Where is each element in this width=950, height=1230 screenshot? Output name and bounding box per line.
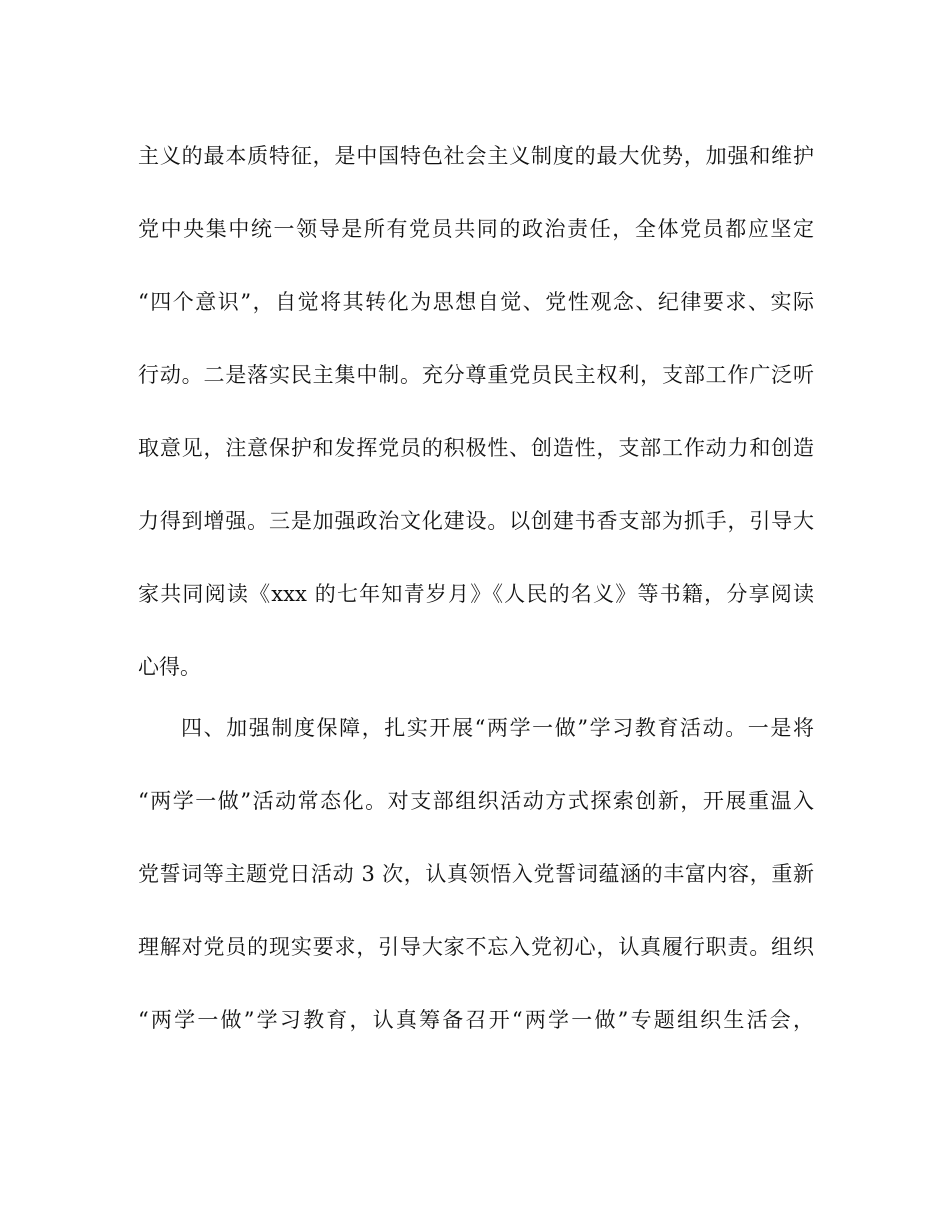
paragraph-heading-line: 四、加强制度保障，扎实开展“两学一做”学习教育活动。一是将	[181, 716, 814, 740]
text-line: 主义的最本质特征，是中国特色社会主义制度的最大优势，加强和维护	[138, 144, 814, 168]
text-line: “四个意识”，自觉将其转化为思想自觉、党性观念、纪律要求、实际	[138, 290, 814, 314]
text-line: “两学一做”活动常态化。对支部组织活动方式探索创新，开展重温入	[138, 789, 814, 813]
text-line: 党誓词等主题党日活动 3 次，认真领悟入党誓词蕴涵的丰富内容，重新	[138, 862, 814, 886]
text-line: 行动。二是落实民主集中制。充分尊重党员民主权利，支部工作广泛听	[138, 363, 814, 387]
text-line: 党中央集中统一领导是所有党员共同的政治责任，全体党员都应坚定	[138, 217, 814, 241]
text-line: 力得到增强。三是加强政治文化建设。以创建书香支部为抓手，引导大	[138, 509, 814, 533]
text-line: “两学一做”学习教育，认真筹备召开“两学一做”专题组织生活会，	[138, 1008, 814, 1032]
text-line: 取意见，注意保护和发挥党员的积极性、创造性，支部工作动力和创造	[138, 436, 814, 460]
text-line: 理解对党员的现实要求，引导大家不忘入党初心，认真履行职责。组织	[138, 935, 814, 959]
text-line: 心得。	[138, 655, 201, 679]
text-line: 家共同阅读《xxx 的七年知青岁月》《人民的名义》等书籍，分享阅读	[138, 582, 814, 606]
